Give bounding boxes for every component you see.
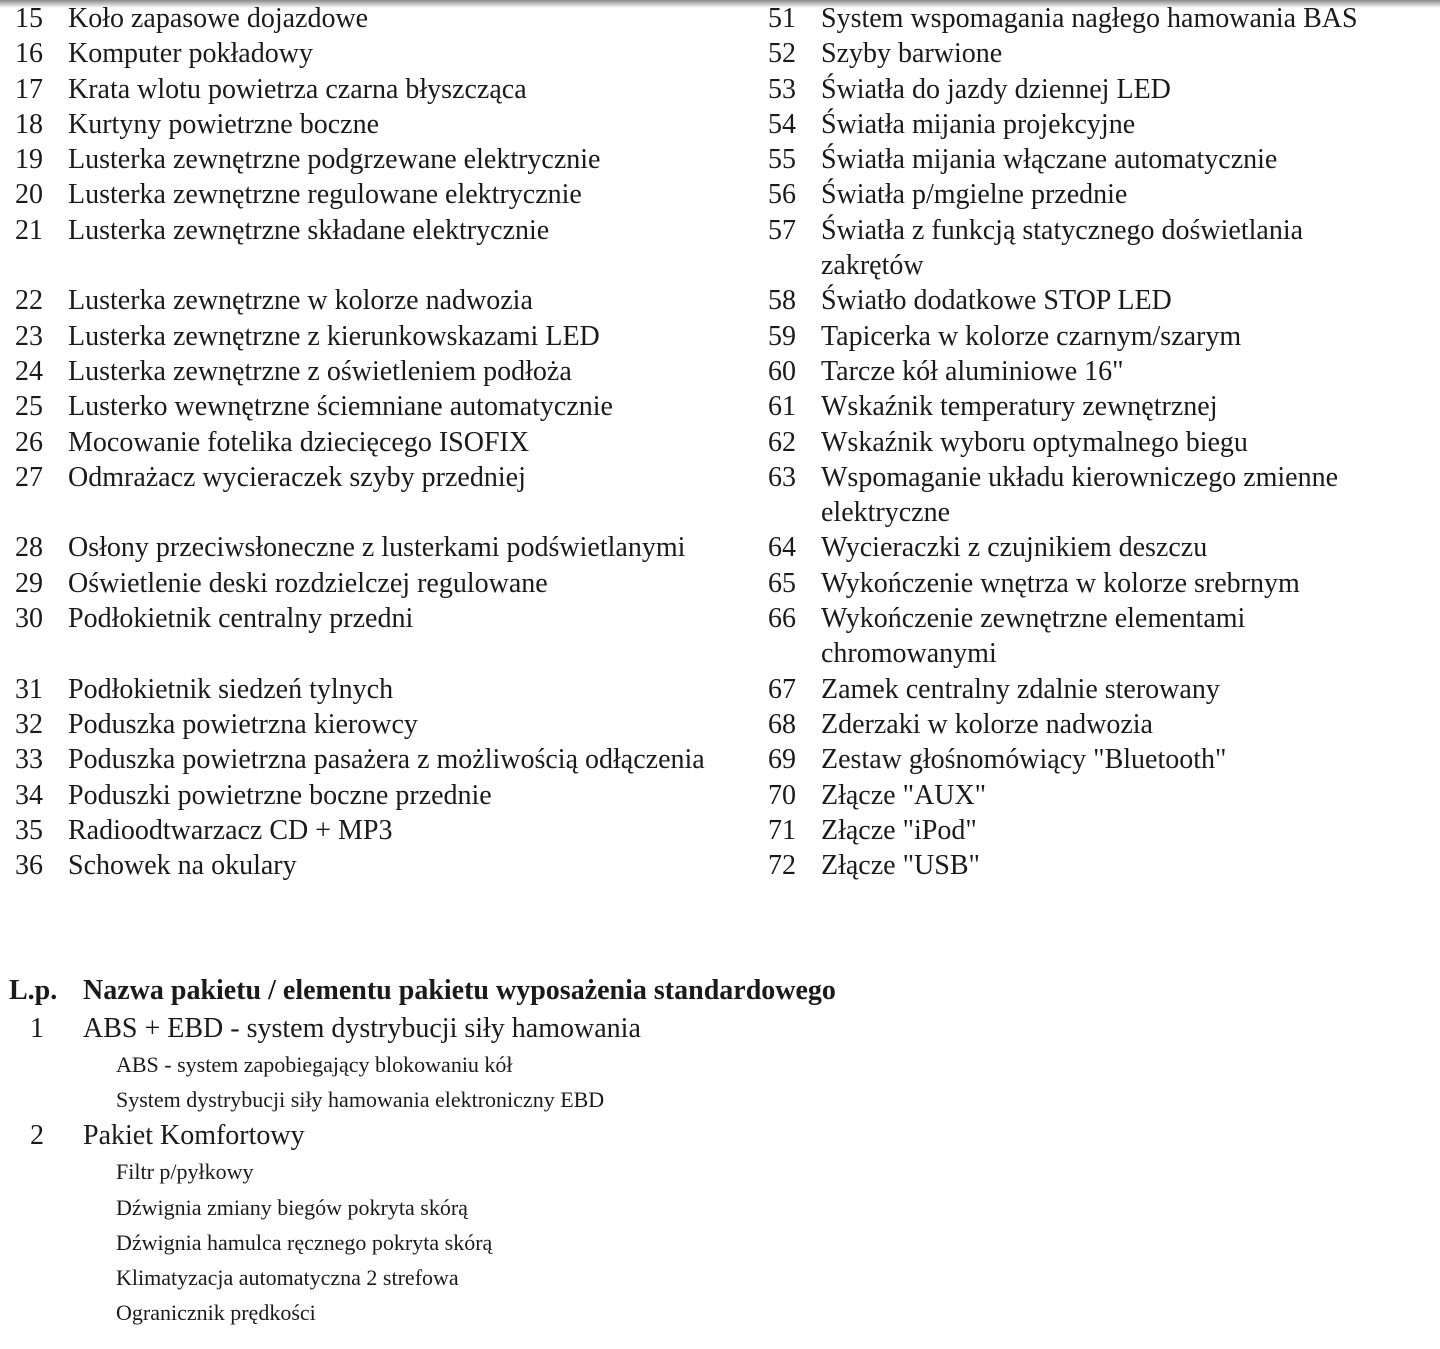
item-number: 67 <box>768 673 796 705</box>
item-number: 29 <box>15 567 43 599</box>
item-number: 35 <box>15 814 43 846</box>
item-name: Lusterka zewnętrzne regulowane elektrycznie <box>68 179 582 211</box>
item-number: 63 <box>768 461 796 493</box>
item-number: 18 <box>15 108 43 140</box>
item-name: Oświetlenie deski rozdzielczej regulowane <box>68 567 548 599</box>
item-number: 53 <box>768 73 796 105</box>
item-name: Kurtyny powietrzne boczne <box>68 108 379 140</box>
item-name: Mocowanie fotelika dziecięcego ISOFIX <box>68 426 530 458</box>
item-number: 32 <box>15 708 43 740</box>
package-row <box>0 1117 1440 1154</box>
package-element: Dźwignia zmiany biegów pokryta skórą <box>116 1194 468 1220</box>
package-element: ABS - system zapobiegający blokowaniu kół <box>116 1052 513 1077</box>
item-number: 61 <box>768 391 796 423</box>
item-number: 56 <box>768 179 796 211</box>
item-name: Wskaźnik wyboru optymalnego biegu <box>821 426 1248 458</box>
item-number: 62 <box>768 426 796 458</box>
item-name: Osłony przeciwsłoneczne z lusterkami podświetlanymi <box>68 532 686 564</box>
item-name: Odmrażacz wycieraczek szyby przedniej <box>68 461 526 493</box>
item-name: Schowek na okulary <box>68 850 297 882</box>
equipment-list <box>0 1 1440 883</box>
item-number: 19 <box>15 144 43 176</box>
item-number: 15 <box>15 3 43 34</box>
item-name: Szyby barwione <box>821 38 1003 70</box>
item-number: 33 <box>15 744 43 776</box>
item-number: 58 <box>768 285 796 317</box>
item-number: 60 <box>768 355 796 387</box>
item-name: Zamek centralny zdalnie sterowany <box>821 673 1220 705</box>
item-name: Krata wlotu powietrza czarna błyszcząca <box>68 73 527 105</box>
item-name: Światła z funkcją statycznego doświetlania zakrętów <box>821 214 1304 282</box>
item-name: Radioodtwarzacz CD + MP3 <box>68 814 393 846</box>
item-name: Tarcze kół aluminiowe 16" <box>821 355 1124 387</box>
item-number: 69 <box>768 744 796 776</box>
package-number: 1 <box>30 1013 44 1044</box>
item-number: 66 <box>768 603 796 635</box>
item-name: Lusterka zewnętrzne z oświetleniem podłoża <box>68 355 572 387</box>
packages-section <box>0 972 1440 1330</box>
item-number: 51 <box>768 3 796 34</box>
item-number: 25 <box>15 391 43 423</box>
item-number: 27 <box>15 461 43 493</box>
item-number: 36 <box>15 850 43 882</box>
item-number: 64 <box>768 532 796 564</box>
item-number: 21 <box>15 214 43 246</box>
item-name: Światło dodatkowe STOP LED <box>821 285 1172 317</box>
item-name: Lusterka zewnętrzne podgrzewane elektrycznie <box>68 144 601 176</box>
item-name: Koło zapasowe dojazdowe <box>68 3 369 34</box>
item-name: Lusterka zewnętrzne składane elektrycznie <box>68 214 550 246</box>
item-name: Lusterko wewnętrzne ściemniane automatycznie <box>68 391 613 423</box>
item-name: Podłokietnik siedzeń tylnych <box>68 673 394 705</box>
item-name: System wspomagania nagłego hamowania BAS <box>821 3 1358 34</box>
item-name: Poduszka powietrzna kierowcy <box>68 708 418 740</box>
item-name: Tapicerka w kolorze czarnym/szarym <box>821 320 1242 352</box>
package-element: System dystrybucji siły hamowania elektroniczny EBD <box>116 1087 605 1113</box>
item-name: Zderzaki w kolorze nadwozia <box>821 708 1153 740</box>
item-name: Wspomaganie układu kierowniczego zmienne elektryczne <box>821 461 1339 529</box>
item-number: 28 <box>15 532 43 564</box>
item-name: Lusterka zewnętrzne w kolorze nadwozia <box>68 285 533 317</box>
item-number: 31 <box>15 673 43 705</box>
item-number: 34 <box>15 779 43 811</box>
item-name: Złącze "AUX" <box>821 779 987 811</box>
item-number: 30 <box>15 603 43 635</box>
item-number: 20 <box>15 179 43 211</box>
item-name: Światła p/mgielne przednie <box>821 179 1128 211</box>
item-number: 22 <box>15 285 43 317</box>
item-name: Wykończenie zewnętrzne elementami chromowanymi <box>821 603 1246 670</box>
item-name: Poduszka powietrzna pasażera z możliwością odłączenia <box>68 744 705 776</box>
item-name: Światła mijania projekcyjne <box>821 108 1136 140</box>
package-number: 2 <box>30 1120 44 1152</box>
item-name: Wykończenie wnętrza w kolorze srebrnym <box>821 567 1300 599</box>
item-number: 26 <box>15 426 43 458</box>
item-number: 68 <box>768 708 796 740</box>
package-name: ABS + EBD - system dystrybucji siły hamowania <box>83 1013 641 1044</box>
package-name: Pakiet Komfortowy <box>83 1120 305 1152</box>
item-name: Światła do jazdy dziennej LED <box>821 73 1171 105</box>
item-number: 24 <box>15 355 43 387</box>
item-number: 71 <box>768 814 796 846</box>
header-name: Nazwa pakietu / elementu pakietu wyposażenia standardowego <box>83 975 836 1006</box>
package-element: Dźwignia hamulca ręcznego pokryta skórą <box>116 1229 493 1255</box>
package-element: Filtr p/pyłkowy <box>116 1159 254 1185</box>
item-name: Poduszki powietrzne boczne przednie <box>68 779 492 811</box>
package-row <box>0 1010 1440 1047</box>
item-number: 59 <box>768 320 796 352</box>
packages-header <box>0 972 1440 1010</box>
item-number: 70 <box>768 779 796 811</box>
item-name: Podłokietnik centralny przedni <box>68 603 414 635</box>
item-number: 57 <box>768 214 796 246</box>
item-number: 55 <box>768 144 796 176</box>
item-name: Wycieraczki z czujnikiem deszczu <box>821 532 1208 564</box>
item-name: Złącze "iPod" <box>821 814 977 846</box>
item-name: Wskaźnik temperatury zewnętrznej <box>821 391 1218 423</box>
item-name: Lusterka zewnętrzne z kierunkowskazami LED <box>68 320 600 352</box>
package-element: Ogranicznik prędkości <box>116 1300 316 1326</box>
item-number: 65 <box>768 567 796 599</box>
header-lp: L.p. <box>9 975 58 1006</box>
item-name: Światła mijania włączane automatycznie <box>821 144 1278 176</box>
item-name: Zestaw głośnomówiący "Bluetooth" <box>821 744 1227 776</box>
package-element: Klimatyzacja automatyczna 2 strefowa <box>116 1265 459 1291</box>
item-number: 54 <box>768 108 796 140</box>
item-number: 16 <box>15 38 43 70</box>
item-name: Złącze "USB" <box>821 850 980 882</box>
item-number: 17 <box>15 73 43 105</box>
item-name: Komputer pokładowy <box>68 38 313 70</box>
item-number: 23 <box>15 320 43 352</box>
item-number: 72 <box>768 850 796 882</box>
item-number: 52 <box>768 38 796 70</box>
